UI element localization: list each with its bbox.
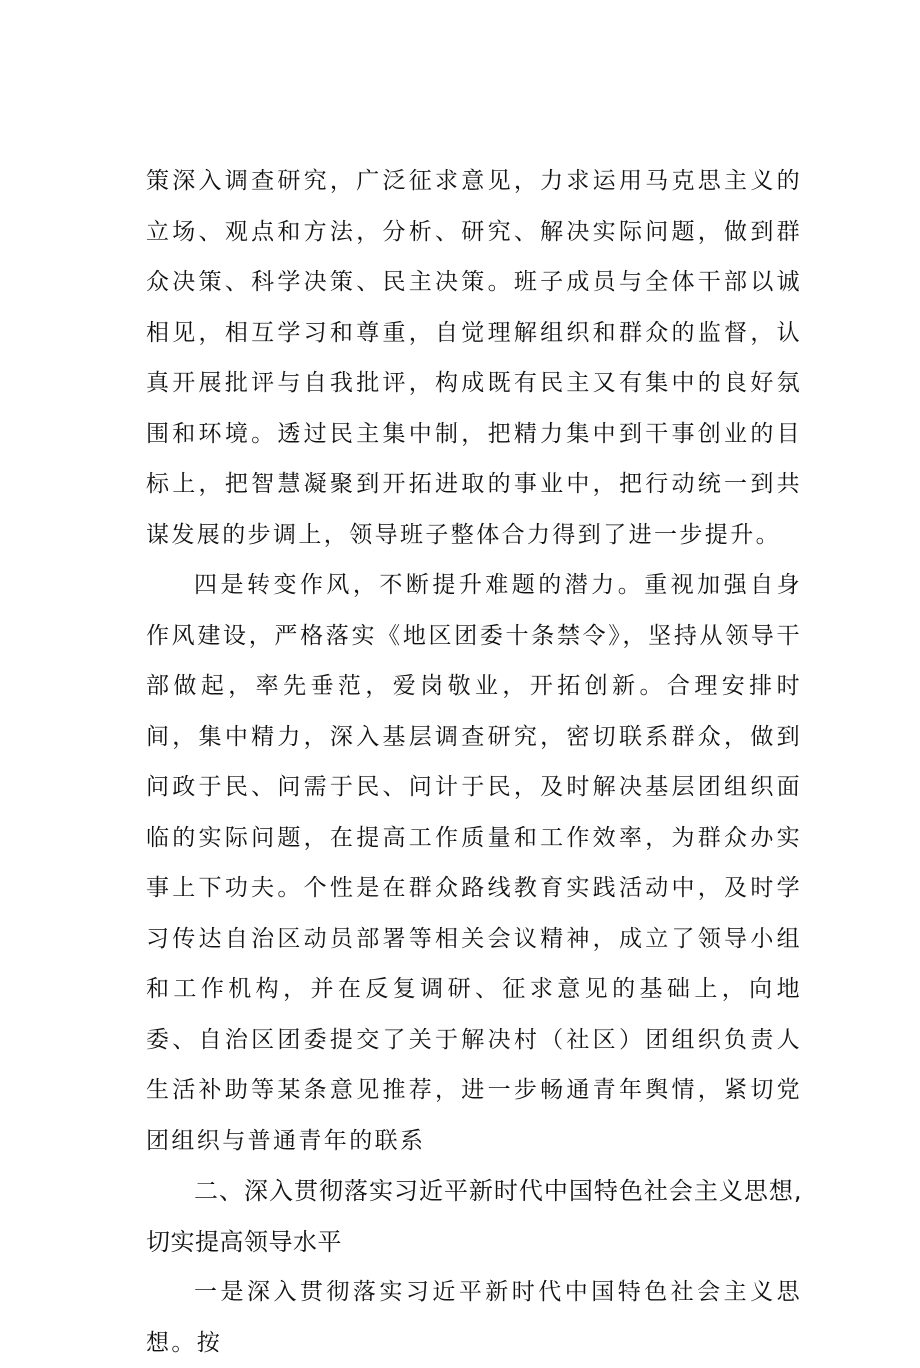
- section-heading: 二、深入贯彻落实习近平新时代中国特色社会主义思想,切实提高领导水平: [146, 1177, 802, 1256]
- body-paragraph-3: 一是深入贯彻落实习近平新时代中国特色社会主义思想。按: [146, 1279, 802, 1356]
- body-paragraph-1: 策深入调查研究，广泛征求意见，力求运用马克思主义的立场、观点和方法，分析、研究、解决实际问题，做到群众决策、科学决策、民主决策。班子成员与全体干部以诚相见，相互学习和尊重，自觉理解组织和群众的监督，认真开展批评与自我批评，构成既有民主又有集中的良好氛围和环境。透过民主集中制，把精力集中到干事创业的目标上，把智慧凝聚到开拓进取的事业中，把行动统一到共谋发展的步调上，领导班子整体合力得到了进一步提升。: [146, 168, 802, 548]
- body-paragraph-2: 四是转变作风，不断提升难题的潜力。重视加强自身作风建设，严格落实《地区团委十条禁令》，坚持从领导干部做起，率先垂范，爱岗敬业，开拓创新。合理安排时间，集中精力，深入基层调查研究，密切联系群众，做到问政于民、问需于民、问计于民，及时解决基层团组织面临的实际问题，在提高工作质量和工作效率，为群众办实事上下功夫。个性是在群众路线教育实践活动中，及时学习传达自治区动员部署等相关会议精神，成立了领导小组和工作机构，并在反复调研、征求意见的基础上，向地委、自治区团委提交了关于解决村（社区）团组织负责人生活补助等某条意见推荐，进一步畅通青年舆情，紧切党团组织与普通青年的联系: [146, 572, 802, 1154]
- document-body: [146, 156, 802, 1368]
